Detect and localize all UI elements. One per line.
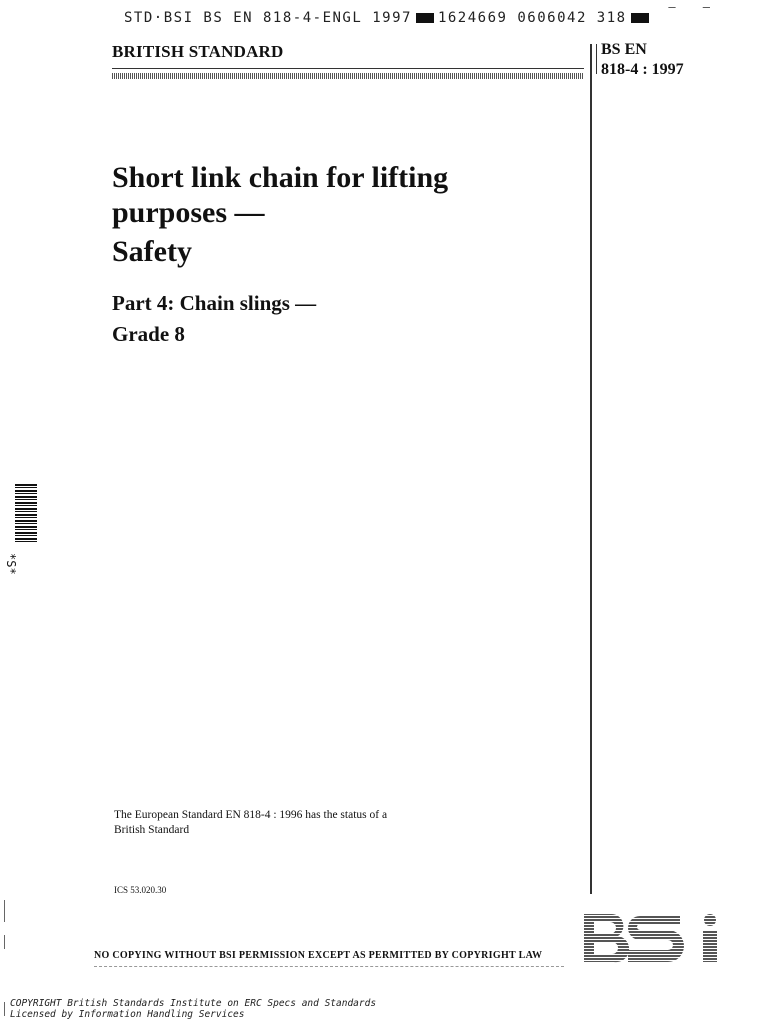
black-block-mark [631,13,649,23]
standard-number-line1: BS EN [601,41,647,58]
footer-line: Licensed by Information Handling Services [10,1009,245,1020]
title-line: Safety [112,235,192,268]
document-part [112,288,552,350]
edge-mark [4,935,5,949]
footer-dashed-rule [94,966,564,968]
standard-number [601,40,684,80]
header-rule [112,68,584,69]
status-statement [114,808,454,838]
british-standard-label: BRITISH STANDARD [112,42,284,61]
edge-mark [4,900,5,922]
status-line: The European Standard EN 818-4 : 1996 has the status of a [114,809,388,821]
footer-line: COPYRIGHT British Standards Institute on ERC Specs and Standards [10,998,377,1009]
part-line: Grade 8 [112,322,185,346]
edge-mark [4,1002,5,1016]
black-block-mark [416,13,434,23]
part-line: Part 4: Chain slings — [112,291,317,315]
bsi-logo-icon [582,910,722,968]
document-code-line [124,10,653,26]
barcode-icon [15,484,37,542]
document-code: STD·BSI BS EN 818-4-ENGL 1997 [124,10,412,26]
status-line: British Standard [114,824,190,836]
ics-code: ICS 53.020.30 [114,885,167,895]
document-title [112,160,552,269]
standard-number-line2: 818-4 : 1997 [601,61,684,78]
header-hatch-rule [112,73,584,79]
vertical-rule-short [596,44,597,74]
title-line: Short link chain for lifting [112,161,449,194]
vertical-rule [590,44,592,894]
copyright-notice: NO COPYING WITHOUT BSI PERMISSION EXCEPT AS PERMITTED BY COPYRIGHT LAW [94,950,543,961]
barcode-text: *S* [4,553,18,575]
top-dashes: — — [668,0,720,14]
document-serial: 1624669 0606042 318 [437,10,627,26]
logo-text: BSI [582,910,584,911]
copyright-footer [10,998,376,1020]
title-line: purposes — [112,196,265,229]
